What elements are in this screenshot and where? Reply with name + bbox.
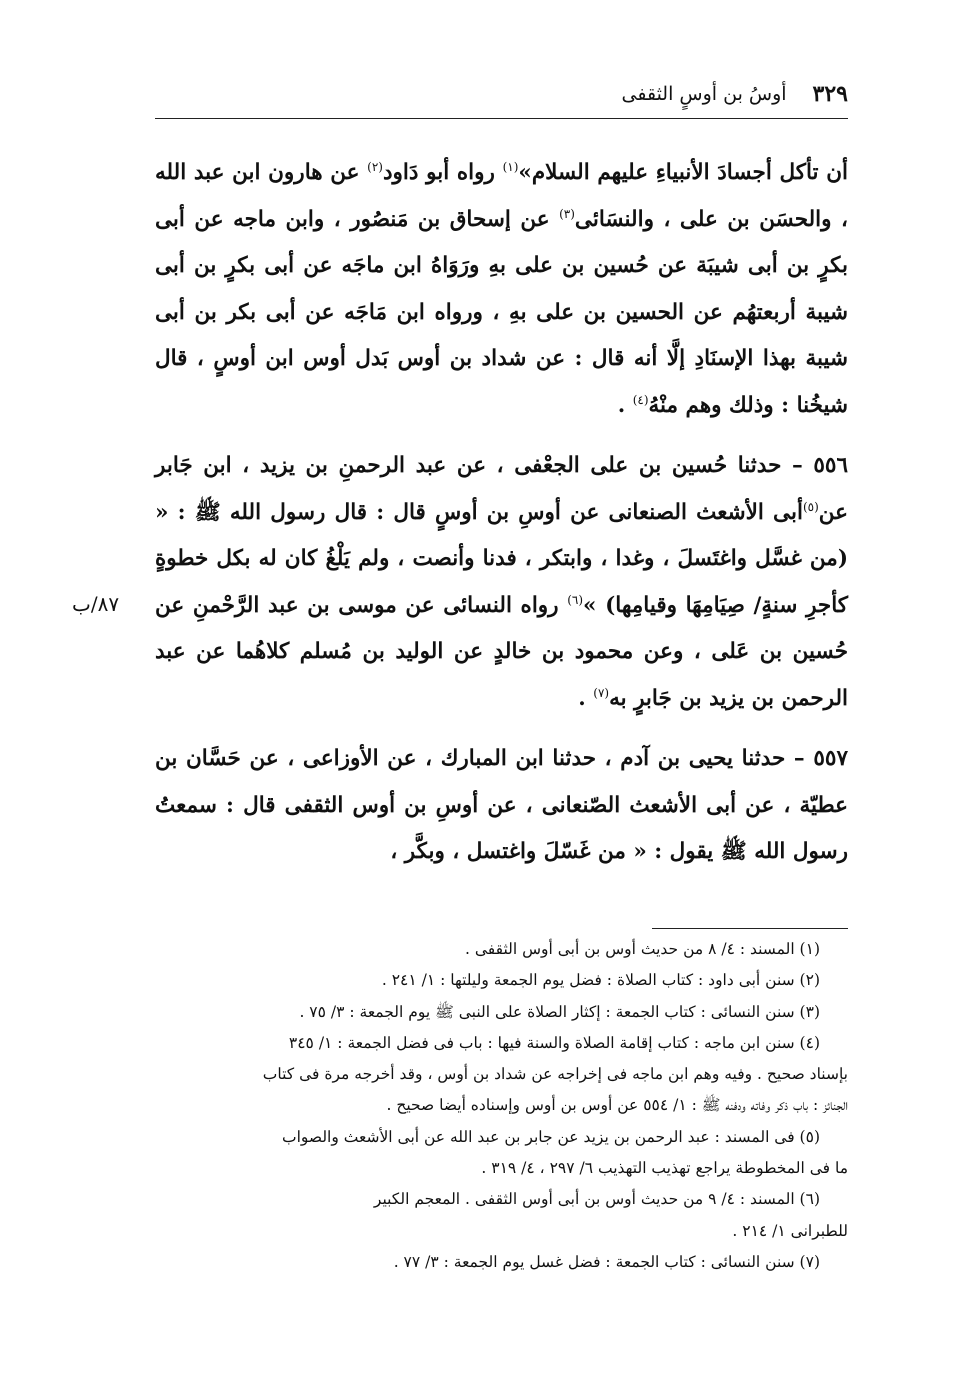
text-line: ابن أوسٍ ، قال شيخُنا : وذلك وهم منْهُ [155,346,848,418]
text-line: عن حَسَّان بن عطيّة ، عن أبى الأشعث الصّنعانى ، عن أوسِ بن أوس [155,746,848,818]
text-line: الله ﷺ : « (من غسَّل واغتَسلَ ، وغدا ، وابتكر ، فدنا وأنصت ، ولم يَلْغُ [155,499,848,571]
text-line: الثقفى قال : سمعتُ رسول الله ﷺ يقول : « من غَسّلَ واغتسل ، وبكَّر ، [155,792,848,864]
text-line: ابن جَابر عن [155,453,848,525]
footnote-line: (٢) سنن أبى داود : كتاب الصلاة : فضل يوم الجمعة وليلتها : ١/ ٢٤١ . [381,971,820,990]
text-line: رواه أبو دَاود [382,160,503,185]
hadith-number: ٥٥٧ [813,746,848,771]
footnote-line: (٥) فى المسند : عبد الرحمن بن يزيد عن جابر بن عبد الله عن أبى الأشعث والصواب [281,1127,820,1146]
paragraph-continuation [155,150,848,429]
text-line: كان له بكل خطوةٍ كأجرِ سنةٍ/ صِيَامِهَا وقيامِها) » [155,546,849,618]
text-line: – حدثنا حُسين بن على الجعْفى ، عن عبد الرحمنِ بن يزيد ، [242,453,814,478]
footnote-separator [652,928,848,929]
footnote-line: (٣) سنن النسائى : كتاب الجمعة : إكثار الصلاة على النبى ﷺ يوم الجمعة : ٣/ ٧٥ . [299,1002,820,1021]
footnotes [155,934,848,1278]
footnote-line: للطبرانى ١/ ٢١٤ . [732,1221,848,1240]
footnote-ref: (٧) [593,685,610,700]
footnote-line: (٤) سنن ابن ماجه : كتاب إقامة الصلاة والسنة فيها : باب فى فضل الجمعة : ١/ ٣٤٥ [288,1033,820,1052]
text-line: عن موسى بن عبد الرَّحْمنِ عن حُسين بن عَلى ، وعن محمود بن خالدٍ [155,592,848,664]
footnote-ref: (١) [502,159,519,174]
footnote-ref: (٤) [632,392,649,407]
main-text [155,150,848,876]
hadith-number: ٥٥٦ [813,453,848,478]
text-line: ابن عبد الله ، والحسَن بن على ، والنسَائى [155,160,848,232]
manuscript-folio-note: ٨٧/ب [72,592,120,616]
footnote-ref: (٣) [559,206,575,221]
hadith-557 [155,736,848,876]
text-line: عن الوليد بن مُسلم كلاهُما عن عبد الرحمن بن يزيد بن جَابرٍ به [155,639,848,711]
text-line: . [578,685,594,711]
page-number: ٣٢٩ [812,81,848,107]
running-title: أوسُ بن أوسٍ الثقفى [621,83,787,105]
text-line: أن تأكل أجسادَ الأنبياءِ عليهم السلام» [518,160,848,185]
text-line: أبى الأشعث الصنعانى عن أوسِ بن أوسٍ قال : قال رسول [270,499,803,525]
footnote-line: (٦) المسند : ٤/ ٩ من حديث أوس بن أبى أوس الثقفى . المعجم الكبير [373,1190,820,1209]
text-line: عن إسحاق بن مَنصُور ، [333,206,560,232]
footnote-ref: (٢) [367,159,383,174]
footnote-line: (٧) سنن النسائى : كتاب الجمعة : فضل غسل يوم الجمعة : ٣/ ٧٧ . [393,1252,820,1271]
text-line: أبى بكر بن أبى شيبة بهذا الإسنَادِ إلَّا أنه قال : عن شداد بن أوس بَدل أوس [155,299,848,371]
page-header [155,70,848,119]
footnote-line: بإسناد صحيح . وفيه وهم ابن ماجه فى إخراجه عن شداد بن أوس ، وقد أخرجه مرة فى كتاب [262,1065,848,1084]
text-line: رواه النسائى [443,592,568,618]
footnote-ref: (٦) [567,592,584,607]
footnote-line: ما فى المخطوطة يراجع تهذيب التهذيب ٦/ ٢٩٧ ، ٤/ ٣١٩ . [481,1159,848,1178]
text-line: أبى بكرٍ بن أبى شيبة أربعتهُم عن الحسين بن على بهِ ، ورواه ابن مَاجَه عن [155,253,848,325]
text-line: – حدثنا يحيى بن آدم ، حدثنا ابن المبارك ، عن الأوزاعى ، [287,746,814,771]
footnote-line: الجنائز : باب ذكر وفاته ودفنه ﷺ : ١/ ٥٥٤ عن أوس بن أوس وإسناده أيضا صحيح . [386,1096,848,1115]
hadith-556 [155,443,848,722]
text-line: عن هارون [268,160,368,185]
text-line: وابن ماجه عن أبى بكرٍ بن أبى شيبَة عن حُسين بن على بهِ ورَوَاهُ ابن ماجَه عن [155,206,848,278]
footnote-ref: (٥) [802,499,819,514]
text-line: . [617,392,633,418]
footnote-line: (١) المسند : ٤/ ٨ من حديث أوس بن أبى أوس الثقفى . [465,940,820,958]
